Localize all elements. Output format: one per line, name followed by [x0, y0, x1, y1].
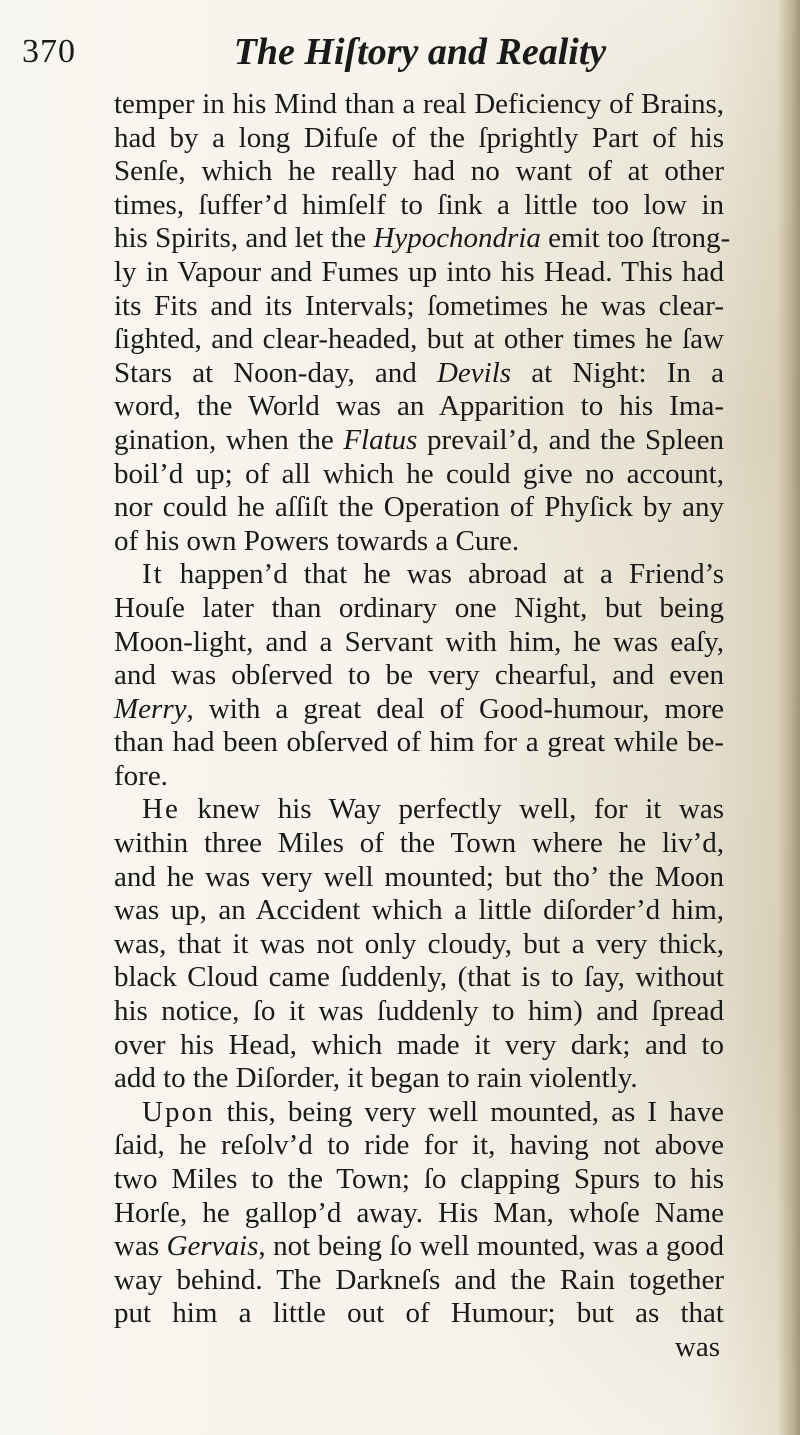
text-run: put him a little out of Humour; but as that [114, 1297, 724, 1330]
text-run: two Miles to the Town; ſo clapping Spurs to his [114, 1163, 724, 1195]
text-run: Houſe later than ordinary one Night, but being [114, 591, 724, 624]
text-run: was up, an Accident which a little diſorder’d him, [114, 894, 724, 927]
text-line [114, 592, 724, 626]
text-run: prevail’d, and the Spleen [417, 423, 724, 456]
text-line [114, 1163, 724, 1197]
text-line [114, 626, 724, 660]
text-run: its Fits and its Intervals; ſometimes he was clear- [114, 289, 724, 322]
text-line [114, 1297, 724, 1331]
italic-text: Flatus [343, 423, 418, 456]
text-line [114, 1230, 724, 1264]
text-run: and he was very well mounted; but tho’ the Moon [114, 860, 724, 893]
text-line [114, 122, 724, 156]
text-line [114, 558, 724, 592]
text-run: ſighted, and clear-headed, but at other times he ſaw [114, 323, 724, 356]
italic-text: Gervais [166, 1230, 259, 1263]
text-run: and was obſerved to be very chearful, and even [114, 659, 724, 692]
text-line [114, 659, 724, 693]
text-run: had by a long Difuſe of the ſprightly Part of his [114, 121, 724, 154]
text-line [114, 1264, 724, 1298]
text-line [114, 88, 724, 122]
small-caps-text: He [142, 793, 180, 826]
text-run: Horſe, he gallop’d away. His Man, whoſe Name [114, 1196, 724, 1229]
text-line [114, 726, 724, 760]
text-line [114, 827, 724, 861]
text-run: emit too ſtrong- [540, 222, 731, 255]
running-head: The Hiſtory and Reality [233, 31, 607, 73]
text-line [114, 424, 724, 458]
text-line [114, 961, 724, 995]
text-run: fore. [114, 759, 168, 792]
text-line [114, 995, 724, 1029]
text-run: at Night: In a [511, 356, 724, 389]
text-line [114, 189, 724, 223]
italic-text: Devils [436, 356, 512, 389]
text-run: boil’d up; of all which he could give no account, [114, 457, 724, 490]
text-run: ſaid, he reſolv’d to ride for it, having not above [114, 1129, 724, 1162]
text-run: nor could he aſſiſt the Operation of Phyſick by any [114, 491, 724, 524]
text-run: temper in his Mind than a real Deficiency of Brains, [114, 88, 724, 120]
text-line [114, 693, 724, 727]
text-run: black Cloud came ſuddenly, (that is to ſay, without [114, 961, 724, 994]
text-run: this, being very well mounted, as I have [214, 1095, 724, 1128]
text-line [114, 1129, 724, 1163]
text-run: , not being ſo well mounted, was a good [258, 1230, 724, 1263]
text-run: was, that it was not only cloudy, but a very thick, [114, 927, 724, 960]
text-run: his notice, ſo it was ſuddenly to him) and ſpread [114, 995, 724, 1028]
text-line [114, 1197, 724, 1231]
text-run: Stars at Noon-day, and [114, 356, 437, 389]
text-line [114, 290, 724, 324]
text-line [114, 491, 724, 525]
text-line [114, 155, 724, 189]
text-line [114, 760, 724, 794]
text-line [114, 525, 724, 559]
text-line [114, 390, 724, 424]
text-line [114, 357, 724, 391]
italic-text: Hypochondria [373, 222, 541, 255]
text-line [114, 222, 731, 256]
small-caps-text: Upon [142, 1095, 215, 1128]
catchword: was [674, 1330, 720, 1363]
text-line [114, 1062, 724, 1096]
text-run: knew his Way perfectly well, for it was [179, 793, 724, 826]
text-run: , with a great deal of Good-humour, more [186, 692, 724, 725]
text-line [114, 894, 724, 928]
text-run: word, the World was an Apparition to his Ima- [114, 390, 724, 423]
text-run: his Spirits, and let the [114, 222, 374, 255]
text-line [114, 1029, 724, 1063]
text-run: gination, when the [114, 423, 344, 456]
page-number: 370 [22, 33, 76, 70]
text-line [114, 458, 724, 492]
text-run: way behind. The Darkneſs and the Rain together [114, 1263, 724, 1296]
text-line [114, 793, 724, 827]
text-line [114, 861, 724, 895]
text-run: ly in Vapour and Fumes up into his Head. This had [114, 255, 724, 288]
text-run: Senſe, which he really had no want of at other [114, 155, 724, 188]
text-run: Moon-light, and a Servant with him, he was eaſy, [114, 625, 724, 658]
page-header [0, 22, 800, 82]
text-run: add to the Diſorder, it began to rain violently. [114, 1062, 638, 1095]
text-run: times, ſuffer’d himſelf to ſink a little too low in [114, 188, 724, 221]
text-run: happen’d that he was abroad at a Friend’s [163, 558, 724, 591]
text-run: was [114, 1230, 167, 1263]
text-run: than had been obſerved of him for a great while be- [114, 726, 724, 759]
text-run: of his own Powers towards a Cure. [114, 524, 520, 557]
text-line [114, 1096, 724, 1130]
small-caps-text: It [142, 558, 164, 591]
text-line [114, 256, 724, 290]
text-line [114, 323, 724, 357]
text-run: over his Head, which made it very dark; and to [114, 1028, 724, 1061]
text-run: within three Miles of the Town where he liv’d, [114, 827, 724, 860]
body-text [114, 88, 731, 1365]
italic-text: Merry [114, 692, 187, 725]
page-edge-shadow [778, 0, 800, 1435]
text-line [114, 928, 724, 962]
